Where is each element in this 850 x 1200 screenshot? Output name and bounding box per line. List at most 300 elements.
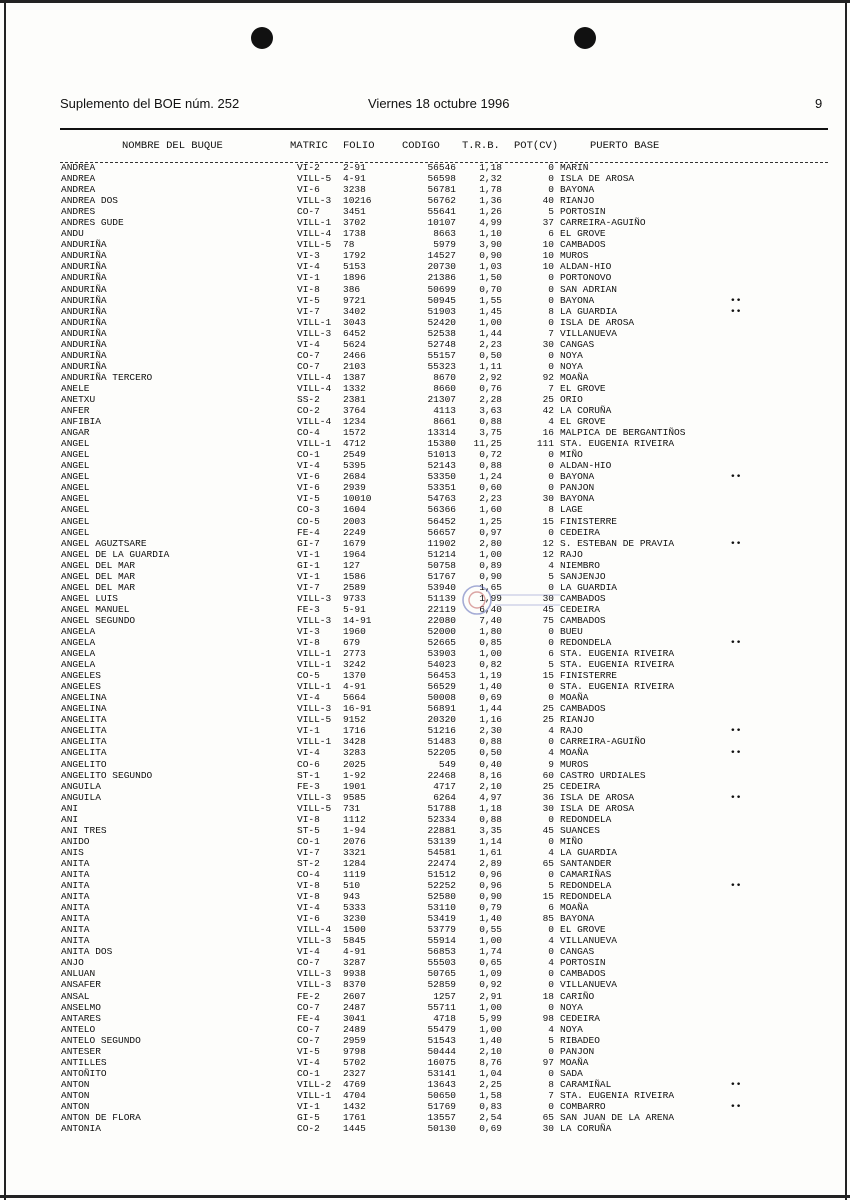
vessel-folio: 1500 — [343, 924, 366, 936]
vessel-folio: 9721 — [343, 294, 366, 306]
vessel-codigo: 51903 — [427, 305, 456, 317]
table-row — [0, 891, 850, 902]
vessel-name: ANELE — [61, 382, 90, 394]
table-row — [0, 372, 850, 383]
vessel-name: ANTESER — [61, 1045, 101, 1057]
vessel-folio: 1604 — [343, 504, 366, 516]
vessel-pot: 0 — [548, 581, 554, 593]
vessel-name: ANGEL MANUEL — [61, 603, 130, 615]
vessel-name: ANGEL — [61, 471, 90, 483]
vessel-codigo: 22474 — [427, 857, 456, 869]
vessel-matric: VI-6 — [297, 184, 320, 196]
vessel-codigo: 51139 — [427, 592, 456, 604]
vessel-pot: 5 — [548, 570, 554, 582]
vessel-trb: 1,45 — [479, 305, 502, 317]
vessel-matric: VI-8 — [297, 891, 320, 903]
vessel-folio: 14-91 — [343, 614, 372, 626]
table-row — [0, 394, 850, 405]
table-row — [0, 991, 850, 1002]
vessel-pot: 30 — [542, 592, 554, 604]
vessel-codigo: 14527 — [427, 250, 456, 262]
vessel-pot: 5 — [548, 880, 554, 892]
vessel-pot: 98 — [542, 1012, 554, 1024]
vessel-folio: 1901 — [343, 780, 366, 792]
vessel-pot: 7 — [548, 327, 554, 339]
vessel-folio: 2487 — [343, 1001, 366, 1013]
vessel-matric: VILL-3 — [297, 592, 332, 604]
vessel-name: ANITA DOS — [61, 946, 113, 958]
vessel-folio: 9733 — [343, 592, 366, 604]
vessel-folio: 3402 — [343, 305, 366, 317]
table-row — [0, 1035, 850, 1046]
vessel-name: ANIS — [61, 846, 84, 858]
vessel-puerto: COMBARRO — [560, 1100, 606, 1112]
vessel-matric: CO-2 — [297, 1123, 320, 1135]
table-row — [0, 1013, 850, 1024]
vessel-matric: GI-1 — [297, 559, 320, 571]
vessel-matric: CO-7 — [297, 957, 320, 969]
table-row — [0, 792, 850, 803]
vessel-name: ANDREA — [61, 173, 96, 185]
vessel-trb: 2,32 — [479, 173, 502, 185]
table-row — [0, 692, 850, 703]
vessel-codigo: 51767 — [427, 570, 456, 582]
vessel-matric: VILL-4 — [297, 924, 332, 936]
vessel-trb: 2,89 — [479, 857, 502, 869]
vessel-trb: 1,03 — [479, 261, 502, 273]
vessel-matric: CO-4 — [297, 427, 320, 439]
vessel-name: ANI — [61, 813, 79, 825]
vessel-puerto: NIEMBRO — [560, 559, 600, 571]
vessel-puerto: CEDEIRA — [560, 780, 600, 792]
vessel-trb: 1,55 — [479, 294, 502, 306]
vessel-trb: 1,19 — [479, 670, 502, 682]
table-row — [0, 1068, 850, 1079]
vessel-matric: VI-6 — [297, 913, 320, 925]
vessel-name: ANTARES — [61, 1012, 101, 1024]
vessel-pot: 6 — [548, 648, 554, 660]
table-row — [0, 416, 850, 427]
vessel-codigo: 8660 — [433, 382, 456, 394]
vessel-trb: 2,23 — [479, 338, 502, 350]
vessel-matric: VILL-3 — [297, 968, 332, 980]
vessel-pot: 5 — [548, 206, 554, 218]
vessel-codigo: 56891 — [427, 703, 456, 715]
vessel-trb: 3,63 — [479, 405, 502, 417]
vessel-folio: 9152 — [343, 714, 366, 726]
vessel-pot: 0 — [548, 813, 554, 825]
vessel-pot: 0 — [548, 162, 554, 173]
vessel-codigo: 52665 — [427, 637, 456, 649]
vessel-matric: CO-1 — [297, 835, 320, 847]
table-row — [0, 571, 850, 582]
vessel-puerto: FINISTERRE — [560, 515, 618, 527]
vessel-matric: GI-7 — [297, 537, 320, 549]
vessel-folio: 3230 — [343, 913, 366, 925]
vessel-matric: VI-7 — [297, 305, 320, 317]
vessel-pot: 0 — [548, 1100, 554, 1112]
vessel-codigo: 55641 — [427, 206, 456, 218]
table-row — [0, 195, 850, 206]
vessel-codigo: 51216 — [427, 725, 456, 737]
table-row — [0, 858, 850, 869]
vessel-trb: 1,99 — [479, 592, 502, 604]
vessel-name: ANDURIÑA — [61, 283, 107, 295]
vessel-name: ANJO — [61, 957, 84, 969]
vessel-codigo: 52748 — [427, 338, 456, 350]
vessel-trb: 0,65 — [479, 957, 502, 969]
table-row — [0, 869, 850, 880]
vessel-puerto: ISLA DE AROSA — [560, 802, 635, 814]
vessel-name: ANITA — [61, 913, 90, 925]
vessel-matric: VI-8 — [297, 880, 320, 892]
col-header-puerto: PUERTO BASE — [590, 140, 660, 152]
vessel-trb: 3,35 — [479, 824, 502, 836]
vessel-folio: 127 — [343, 559, 361, 571]
vessel-name: ANGEL SEGUNDO — [61, 614, 136, 626]
vessel-pot: 8 — [548, 504, 554, 516]
vessel-puerto: LA GUARDIA — [560, 581, 618, 593]
vessel-matric: CO-7 — [297, 1034, 320, 1046]
vessel-codigo: 51769 — [427, 1100, 456, 1112]
vessel-codigo: 53139 — [427, 835, 456, 847]
table-row — [0, 946, 850, 957]
vessel-puerto: REDONDELA — [560, 637, 612, 649]
vessel-name: ANGEL DEL MAR — [61, 570, 136, 582]
vessel-folio: 4-91 — [343, 681, 366, 693]
vessel-pot: 45 — [542, 603, 554, 615]
vessel-pot: 0 — [548, 482, 554, 494]
vessel-pot: 0 — [548, 968, 554, 980]
vessel-pot: 7 — [548, 382, 554, 394]
table-row — [0, 725, 850, 736]
vessel-folio: 2076 — [343, 835, 366, 847]
table-row — [0, 217, 850, 228]
vessel-codigo: 549 — [438, 758, 456, 770]
vessel-pot: 10 — [542, 261, 554, 273]
vessel-folio: 1964 — [343, 548, 366, 560]
table-row — [0, 582, 850, 593]
vessel-trb: 2,25 — [479, 1078, 502, 1090]
vessel-codigo: 50008 — [427, 692, 456, 704]
table-row — [0, 880, 850, 891]
vessel-matric: VI-4 — [297, 692, 320, 704]
vessel-trb: 2,30 — [479, 725, 502, 737]
vessel-trb: 2,80 — [479, 537, 502, 549]
vessel-folio: 10010 — [343, 493, 372, 505]
vessel-trb: 0,60 — [479, 482, 502, 494]
vessel-puerto: LA GUARDIA — [560, 846, 618, 858]
table-row — [0, 924, 850, 935]
vessel-pot: 30 — [542, 493, 554, 505]
table-row — [0, 1002, 850, 1013]
vessel-trb: 6,40 — [479, 603, 502, 615]
vessel-codigo: 4717 — [433, 780, 456, 792]
vessel-name: ANGELINA — [61, 692, 107, 704]
table-row — [0, 781, 850, 792]
vessel-trb: 8,76 — [479, 1056, 502, 1068]
vessel-folio: 9938 — [343, 968, 366, 980]
vessel-name: ANTELO — [61, 1023, 96, 1035]
vessel-codigo: 16075 — [427, 1056, 456, 1068]
vessel-matric: ST-2 — [297, 857, 320, 869]
vessel-puerto: BAYONA — [560, 294, 595, 306]
vessel-mark: •• — [730, 1100, 742, 1112]
vessel-name: ANDURIÑA TERCERO — [61, 371, 153, 383]
vessel-trb: 1,40 — [479, 1034, 502, 1046]
vessel-name: ANETXU — [61, 393, 96, 405]
vessel-codigo: 54581 — [427, 846, 456, 858]
vessel-puerto: NOYA — [560, 349, 583, 361]
vessel-name: ANDURIÑA — [61, 250, 107, 262]
vessel-codigo: 8670 — [433, 371, 456, 383]
vessel-codigo: 56366 — [427, 504, 456, 516]
vessel-folio: 9585 — [343, 791, 366, 803]
vessel-name: ANGELA — [61, 637, 96, 649]
vessel-folio: 1679 — [343, 537, 366, 549]
vessel-codigo: 52859 — [427, 979, 456, 991]
col-header-codigo: CODIGO — [402, 140, 440, 152]
vessel-puerto: MIÑO — [560, 835, 583, 847]
vessel-name: ANTON — [61, 1089, 90, 1101]
vessel-matric: VILL-4 — [297, 416, 332, 428]
vessel-pot: 7 — [548, 1089, 554, 1101]
scan-border-top — [0, 0, 850, 3]
vessel-codigo: 21307 — [427, 393, 456, 405]
vessel-name: ANDREA DOS — [61, 195, 119, 207]
vessel-codigo: 55914 — [427, 935, 456, 947]
vessel-name: ANDURIÑA — [61, 294, 107, 306]
vessel-codigo: 55157 — [427, 349, 456, 361]
vessel-name: ANDRES — [61, 206, 96, 218]
vessel-puerto: NOYA — [560, 360, 583, 372]
vessel-matric: CO-6 — [297, 758, 320, 770]
vessel-pot: 25 — [542, 703, 554, 715]
vessel-codigo: 20320 — [427, 714, 456, 726]
table-row — [0, 471, 850, 482]
vessel-pot: 0 — [548, 637, 554, 649]
vessel-codigo: 53419 — [427, 913, 456, 925]
table-row — [0, 615, 850, 626]
vessel-pot: 0 — [548, 173, 554, 185]
vessel-puerto: CARIÑO — [560, 990, 595, 1002]
vessel-codigo: 55711 — [427, 1001, 456, 1013]
vessel-trb: 1,09 — [479, 968, 502, 980]
vessel-matric: VI-4 — [297, 460, 320, 472]
vessel-trb: 0,82 — [479, 659, 502, 671]
table-row — [0, 284, 850, 295]
vessel-name: ANTILLES — [61, 1056, 107, 1068]
vessel-codigo: 5979 — [433, 239, 456, 251]
table-row — [0, 1057, 850, 1068]
vessel-name: ANTON DE FLORA — [61, 1112, 141, 1124]
vessel-pot: 92 — [542, 371, 554, 383]
vessel-pot: 15 — [542, 670, 554, 682]
vessel-puerto: VILLANUEVA — [560, 327, 618, 339]
vessel-puerto: CEDEIRA — [560, 1012, 600, 1024]
vessel-folio: 3702 — [343, 217, 366, 229]
scan-border-bottom — [0, 1195, 850, 1198]
vessel-puerto: RIANJO — [560, 714, 595, 726]
vessel-name: ANITA — [61, 924, 90, 936]
table-row — [0, 979, 850, 990]
vessel-pot: 0 — [548, 681, 554, 693]
vessel-puerto: CAMBADOS — [560, 592, 606, 604]
vessel-mark: •• — [730, 791, 742, 803]
table-row — [0, 637, 850, 648]
vessel-trb: 0,92 — [479, 979, 502, 991]
vessel-puerto: LA GUARDIA — [560, 305, 618, 317]
table-row — [0, 814, 850, 825]
vessel-puerto: CAMBADOS — [560, 239, 606, 251]
vessel-matric: CO-4 — [297, 869, 320, 880]
vessel-codigo: 50650 — [427, 1089, 456, 1101]
vessel-pot: 15 — [542, 891, 554, 903]
vessel-name: ANDRES GUDE — [61, 217, 124, 229]
vessel-trb: 0,72 — [479, 449, 502, 461]
table-row — [0, 527, 850, 538]
vessel-trb: 1,44 — [479, 703, 502, 715]
vessel-trb: 0,76 — [479, 382, 502, 394]
vessel-trb: 0,69 — [479, 1123, 502, 1135]
vessel-mark: •• — [730, 637, 742, 649]
vessel-matric: VI-5 — [297, 493, 320, 505]
vessel-trb: 0,90 — [479, 570, 502, 582]
punch-hole-right — [574, 27, 596, 49]
table-row — [0, 736, 850, 747]
vessel-puerto: ALDAN-HIO — [560, 460, 612, 472]
vessel-name: ANDURIÑA — [61, 360, 107, 372]
vessel-name: ANGEL LUIS — [61, 592, 119, 604]
vessel-name: ANGEL — [61, 438, 90, 450]
vessel-codigo: 56598 — [427, 173, 456, 185]
vessel-folio: 16-91 — [343, 703, 372, 715]
vessel-folio: 2939 — [343, 482, 366, 494]
vessel-trb: 2,54 — [479, 1112, 502, 1124]
vessel-pot: 9 — [548, 758, 554, 770]
vessel-codigo: 21386 — [427, 272, 456, 284]
vessel-codigo: 4113 — [433, 405, 456, 417]
vessel-matric: FE-4 — [297, 1012, 320, 1024]
vessel-trb: 2,10 — [479, 780, 502, 792]
vessel-name: ANSAFER — [61, 979, 101, 991]
vessel-trb: 2,91 — [479, 990, 502, 1002]
vessel-matric: VILL-5 — [297, 802, 332, 814]
vessel-trb: 1,58 — [479, 1089, 502, 1101]
vessel-pot: 65 — [542, 857, 554, 869]
table-row — [0, 549, 850, 560]
vessel-trb: 8,16 — [479, 769, 502, 781]
vessel-matric: VILL-1 — [297, 438, 332, 450]
table-row — [0, 681, 850, 692]
vessel-name: ANGEL DE LA GUARDIA — [61, 548, 170, 560]
vessel-folio: 1586 — [343, 570, 366, 582]
vessel-puerto: RAJO — [560, 725, 583, 737]
vessel-pot: 15 — [542, 515, 554, 527]
vessel-trb: 1,60 — [479, 504, 502, 516]
table-row — [0, 935, 850, 946]
vessel-name: ANGEL DEL MAR — [61, 559, 136, 571]
vessel-codigo: 51483 — [427, 736, 456, 748]
vessel-matric: VI-6 — [297, 482, 320, 494]
vessel-codigo: 56853 — [427, 946, 456, 958]
vessel-pot: 12 — [542, 548, 554, 560]
vessel-trb: 11,25 — [473, 438, 502, 450]
vessel-pot: 0 — [548, 316, 554, 328]
table-row — [0, 747, 850, 758]
vessel-matric: VILL-3 — [297, 935, 332, 947]
vessel-matric: FE-2 — [297, 990, 320, 1002]
vessel-codigo: 13643 — [427, 1078, 456, 1090]
vessel-folio: 2025 — [343, 758, 366, 770]
table-row — [0, 295, 850, 306]
vessel-puerto: BAYONA — [560, 184, 595, 196]
vessel-trb: 1,65 — [479, 581, 502, 593]
vessel-puerto: LA CORUÑA — [560, 405, 612, 417]
vessel-folio: 1-94 — [343, 824, 366, 836]
vessel-matric: VI-4 — [297, 747, 320, 759]
vessel-puerto: STA. EUGENIA RIVEIRA — [560, 648, 675, 660]
vessel-folio: 4769 — [343, 1078, 366, 1090]
vessel-folio: 1119 — [343, 869, 366, 880]
vessel-puerto: MOAÑA — [560, 371, 589, 383]
vessel-folio: 2381 — [343, 393, 366, 405]
vessel-puerto: REDONDELA — [560, 880, 612, 892]
vessel-codigo: 54023 — [427, 659, 456, 671]
vessel-name: ANGELITA — [61, 736, 107, 748]
vessel-name: ANTON — [61, 1078, 90, 1090]
vessel-matric: CO-5 — [297, 670, 320, 682]
vessel-matric: CO-1 — [297, 449, 320, 461]
vessel-name: ANITA — [61, 869, 90, 880]
vessel-pot: 4 — [548, 957, 554, 969]
vessel-trb: 0,88 — [479, 460, 502, 472]
vessel-pot: 6 — [548, 228, 554, 240]
vessel-name: ANFIBIA — [61, 416, 101, 428]
vessel-folio: 4712 — [343, 438, 366, 450]
vessel-pot: 12 — [542, 537, 554, 549]
vessel-pot: 25 — [542, 780, 554, 792]
vessel-trb: 1,00 — [479, 548, 502, 560]
vessel-name: ANITA — [61, 880, 90, 892]
vessel-pot: 18 — [542, 990, 554, 1002]
vessel-pot: 37 — [542, 217, 554, 229]
vessel-pot: 25 — [542, 393, 554, 405]
vessel-codigo: 52538 — [427, 327, 456, 339]
vessel-name: ANDREA — [61, 162, 96, 173]
vessel-codigo: 52580 — [427, 891, 456, 903]
vessel-folio: 731 — [343, 802, 361, 814]
vessel-folio: 1234 — [343, 416, 366, 428]
vessel-trb: 1,10 — [479, 228, 502, 240]
vessel-folio: 1432 — [343, 1100, 366, 1112]
vessel-name: ANDREA — [61, 184, 96, 196]
vessel-pot: 0 — [548, 979, 554, 991]
vessel-name: ANITA — [61, 902, 90, 914]
vessel-puerto: CARREIRA-AGUIÑO — [560, 736, 646, 748]
vessel-puerto: REDONDELA — [560, 891, 612, 903]
vessel-puerto: CAMARIÑAS — [560, 869, 612, 880]
table-row — [0, 703, 850, 714]
vessel-puerto: MOAÑA — [560, 902, 589, 914]
vessel-trb: 1,78 — [479, 184, 502, 196]
vessel-folio: 2589 — [343, 581, 366, 593]
vessel-trb: 0,88 — [479, 736, 502, 748]
vessel-folio: 1792 — [343, 250, 366, 262]
vessel-matric: VI-4 — [297, 338, 320, 350]
vessel-trb: 2,23 — [479, 493, 502, 505]
vessel-puerto: RAJO — [560, 548, 583, 560]
